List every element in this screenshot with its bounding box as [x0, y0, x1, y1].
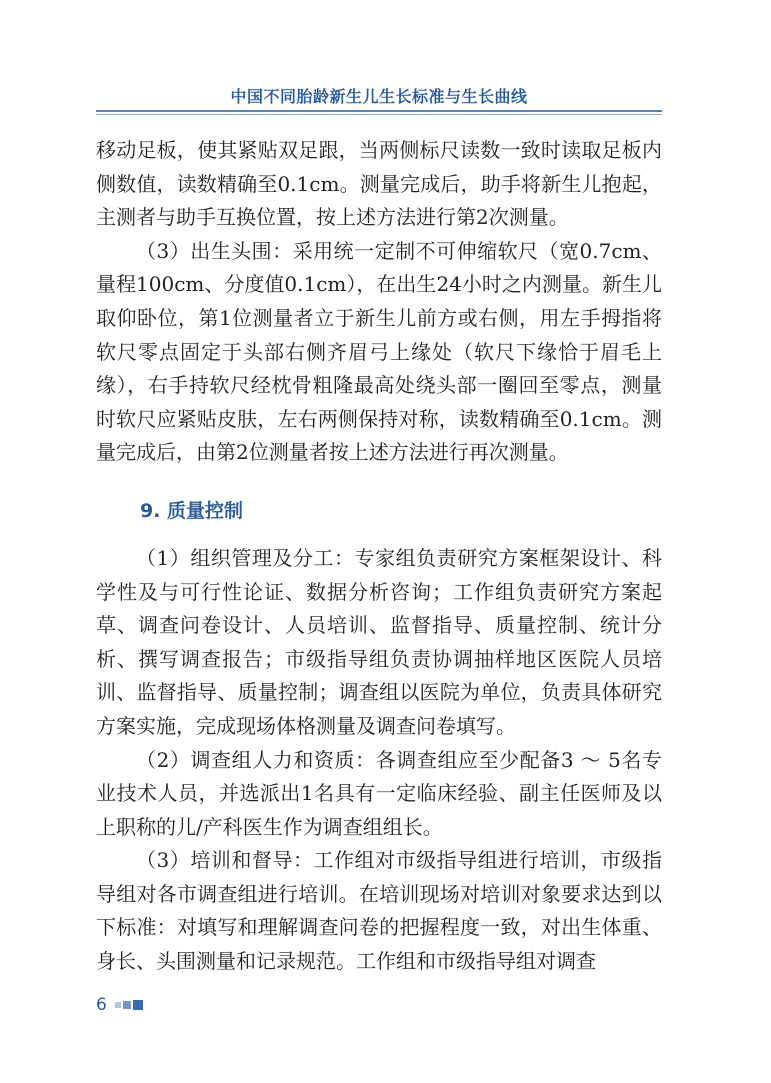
page-number: 6: [96, 995, 107, 1015]
header-rule-thin: [96, 114, 662, 115]
paragraph-head-circumference: （3）出生头围：采用统一定制不可伸缩软尺（宽0.7cm、量程100cm、分度值0.1cm），在出生24小时之内测量。新生儿取仰卧位，第1位测量者立于新生儿前方或右侧，用左手拇指将软尺零点固定于头部右侧齐眉弓上缘处（软尺下缘恰于眉毛上缘），右手持软尺经枕骨粗隆最高处绕头部一圈回至零点，测量时软尺应紧贴皮肤，左右两侧保持对称，读数精确至0.1cm。测量完成后，由第2位测量者按上述方法进行再次测量。: [96, 238, 662, 465]
decor-square-icon: [133, 1000, 143, 1010]
body-text: [96, 134, 662, 979]
header-rule: [96, 110, 662, 112]
decor-square-icon: [123, 1001, 131, 1009]
page-footer: [96, 995, 145, 1015]
paragraph-training: （3）培训和督导：工作组对市级指导组进行培训，市级指导组对各市调查组进行培训。在培训现场对培训对象要求达到以下标准：对填写和理解调查问卷的把握程度一致，对出生体重、身长、头围测量和记录规范。工作组和市级指导组对调查: [96, 848, 662, 974]
paragraph-staffing: （2）调查组人力和资质：各调查组应至少配备3 ～ 5名专业技术人员，并选派出1名具有一定临床经验、副主任医师及以上职称的儿/产科医生作为调查组组长。: [96, 747, 662, 839]
running-header: 中国不同胎龄新生儿生长标准与生长曲线: [230, 87, 528, 106]
section-heading: 9. 质量控制: [140, 499, 244, 522]
decor-square-icon: [115, 1002, 121, 1008]
paragraph-continuation: 移动足板，使其紧贴双足跟，当两侧标尺读数一致时读取足板内侧数值，读数精确至0.1cm。测量完成后，助手将新生儿抱起，主测者与助手互换位置，按上述方法进行第2次测量。: [96, 138, 662, 230]
paragraph-organization: （1）组织管理及分工：专家组负责研究方案框架设计、科学性及与可行性论证、数据分析咨询；工作组负责研究方案起草、调查问卷设计、人员培训、监督指导、质量控制、统计分析、撰写调查报告；市级指导组负责协调抽样地区医院人员培训、监督指导、质量控制；调查组以医院为单位，负责具体研究方案实施，完成现场体格测量及调查问卷填写。: [96, 545, 662, 738]
